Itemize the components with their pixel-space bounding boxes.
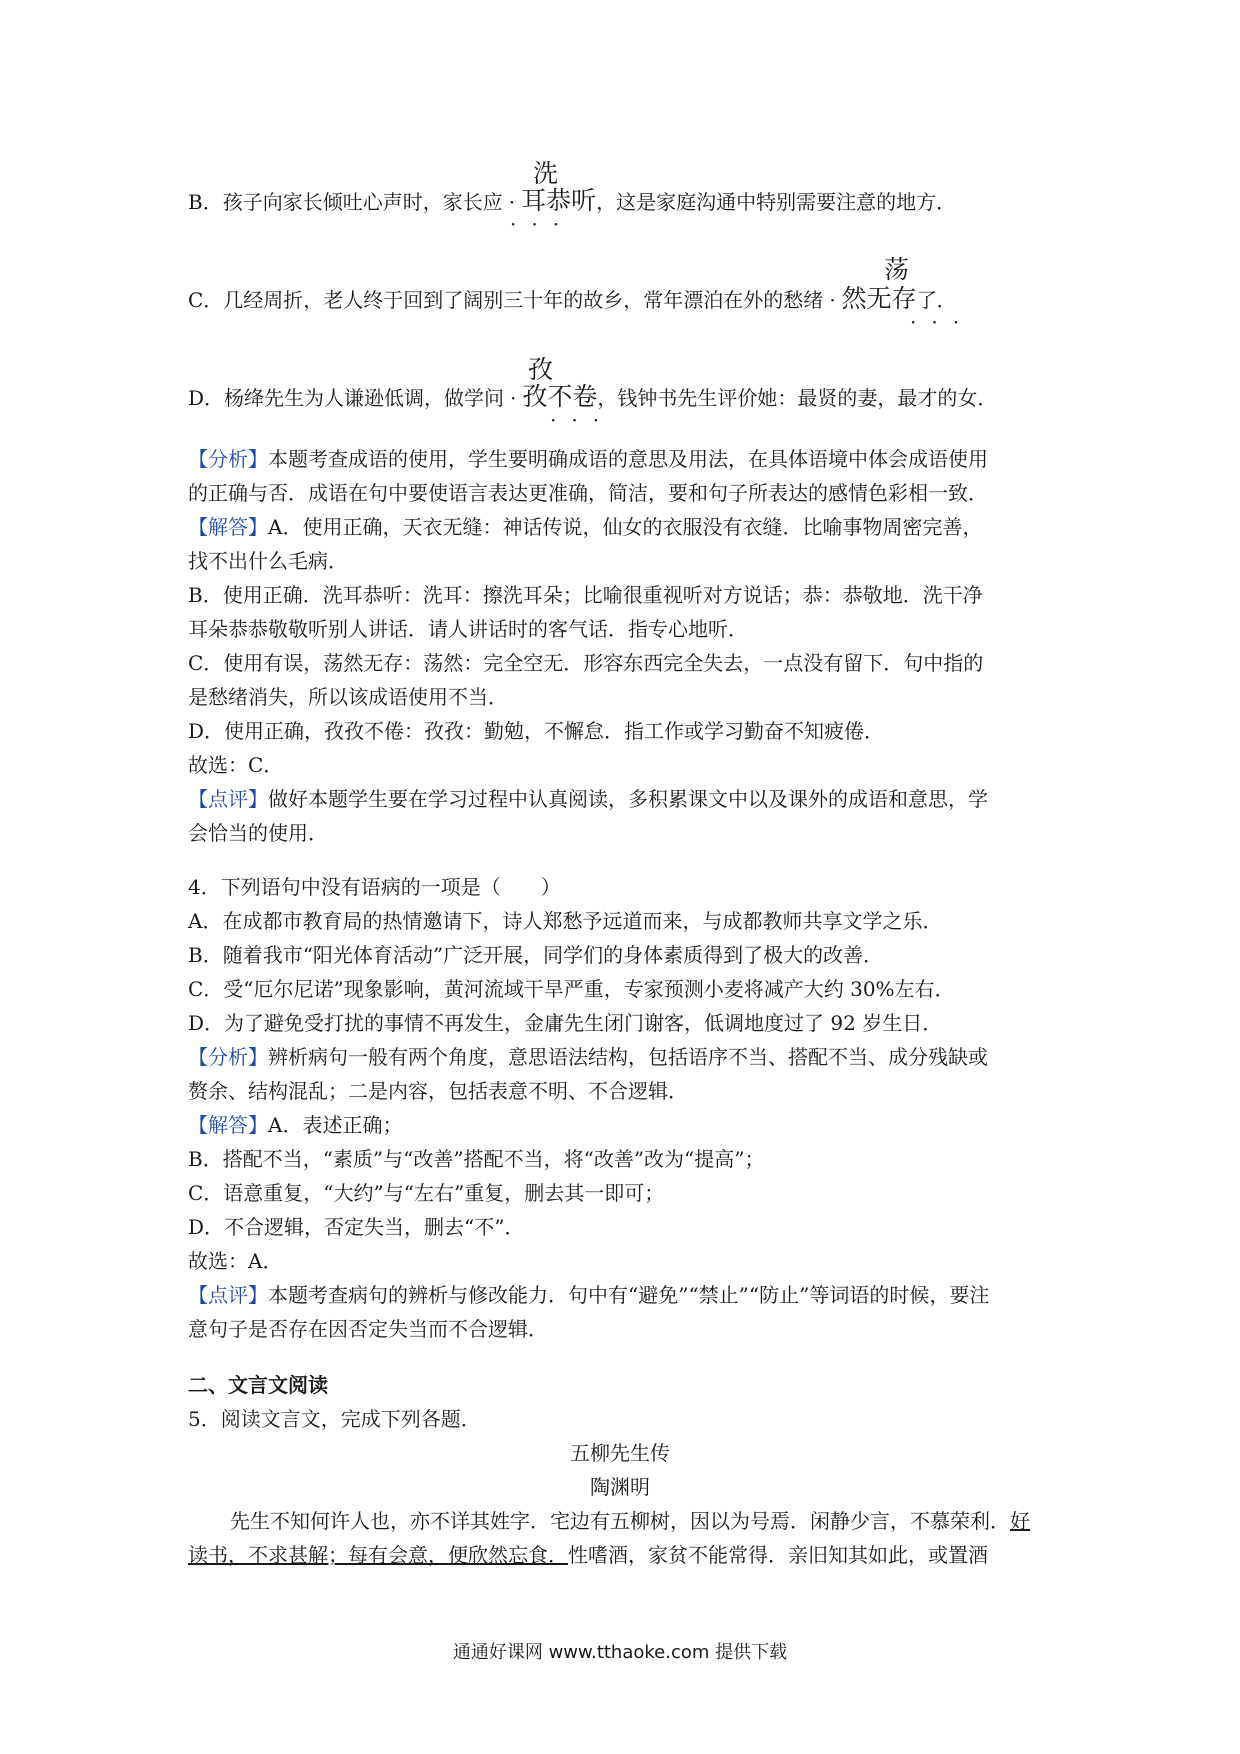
q4-option-a: A．在成都市教育局的热情邀请下，诗人郑愁予远道而来，与成都教师共享文学之乐．: [188, 909, 943, 933]
option-c-after: 了．: [916, 288, 957, 312]
option-marker: ·: [510, 386, 517, 410]
passage-line1: 先生不知何许人也，亦不详其姓字．宅边有五柳树，因以为号焉．闲静少言，不慕荣利．好: [230, 1509, 1030, 1533]
review-tag: 【点评】: [188, 1283, 268, 1307]
answer-tag: 【解答】: [188, 515, 268, 539]
q4-option-d: D．为了避免受打扰的事情不再发生，金庸先生闭门谢客，低调地度过了 92 岁生日．: [188, 1011, 943, 1035]
q3-answer-line1: 【解答】A．使用正确，天衣无缝：神话传说，仙女的衣服没有衣缝．比喻事物周密完善，: [188, 515, 983, 539]
q3-answer-line2: 找不出什么毛病．: [188, 549, 348, 573]
q4-answer-line4: D．不合逻辑，否定失当，删去“不”．: [188, 1215, 525, 1239]
q4-stem: 4．下列语句中没有语病的一项是（ ）: [188, 875, 561, 899]
answer-tag: 【解答】: [188, 1113, 268, 1137]
option-b-after: ，这是家庭沟通中特别需要注意的地方．: [596, 190, 957, 214]
q4-answer-line2: B．搭配不当，“素质”与“改善”搭配不当，将“改善”改为“提高”；: [188, 1147, 765, 1171]
q3-answer-line3: B．使用正确．洗耳恭听：洗耳：擦洗耳朵；比喻很重视听对方说话；恭：恭敬地．洗干净: [188, 583, 983, 607]
option-c-idiom: 然无存: [841, 284, 917, 313]
passage-line2: 读书，不求甚解；每有会意，便欣然忘食．性嗜酒，家贫不能常得．亲旧知其如此，或置酒: [188, 1543, 988, 1567]
footer-watermark: 通通好课网 www.tthaoke.com 提供下载: [452, 1642, 788, 1663]
underlined-sentence: 读书，不求甚解；每有会意，便欣然忘食．: [188, 1543, 568, 1567]
option-d-dots: ···: [550, 408, 615, 432]
section-heading: 二、文言文阅读: [188, 1373, 328, 1397]
q3-answer-line5: C．使用有误，荡然无存：荡然：完全空无．形容东西完全失去，一点没有留下．句中指的: [188, 651, 984, 675]
option-d-gloss: 孜: [528, 355, 554, 384]
option-c-dots: ···: [910, 310, 975, 334]
option-b-dots: ···: [510, 212, 575, 236]
q4-answer-line3: C．语意重复，“大约”与“左右”重复，删去其一即可；: [188, 1181, 665, 1205]
q4-review-line2: 意句子是否存在因否定失当而不合逻辑．: [188, 1317, 548, 1341]
underlined-sentence: 好: [1010, 1509, 1030, 1533]
q4-answer-line1: 【解答】A．表述正确；: [188, 1113, 403, 1137]
q5-stem: 5．阅读文言文，完成下列各题．: [188, 1407, 481, 1431]
q4-option-c: C．受“厄尔尼诺”现象影响，黄河流域干旱严重，专家预测小麦将减产大约 30%左右．: [188, 977, 955, 1001]
passage-author: 陶渊明: [590, 1475, 650, 1499]
q4-analysis-line2: 赘余、结构混乱；二是内容，包括表意不明、不合逻辑．: [188, 1079, 688, 1103]
option-c-before: C．几经周折，老人终于回到了阔别三十年的故乡，常年漂泊在外的愁绪: [188, 288, 824, 312]
q3-analysis-line1: 【分析】本题考查成语的使用，学生要明确成语的意思及用法，在具体语境中体会成语使用: [188, 447, 988, 471]
option-d-before: D．杨绛先生为人谦逊低调，做学问: [188, 386, 505, 410]
analysis-tag: 【分析】: [188, 1045, 268, 1069]
q4-choice: 故选：A．: [188, 1249, 283, 1273]
review-tag: 【点评】: [188, 787, 268, 811]
q3-analysis-line2: 的正确与否．成语在句中要使语言表达更准确，简洁，要和句子所表达的感情色彩相一致．: [188, 481, 988, 505]
q3-choice: 故选：C．: [188, 753, 284, 777]
option-c: [188, 286, 957, 313]
option-marker: ·: [829, 288, 836, 312]
q4-review-line1: 【点评】本题考查病句的辨析与修改能力．句中有“避免”“禁止”“防止”等词语的时候，要注: [188, 1283, 990, 1307]
option-d-idiom: 孜不卷: [522, 382, 598, 411]
q4-option-b: B．随着我市“阳光体育活动”广泛开展，同学们的身体素质得到了极大的改善．: [188, 943, 884, 967]
option-d: [188, 384, 997, 411]
q3-answer-line7: D．使用正确，孜孜不倦：孜孜：勤勉，不懈怠．指工作或学习勤奋不知疲倦．: [188, 719, 885, 743]
option-marker: ·: [508, 190, 516, 214]
option-b: [188, 188, 956, 215]
option-d-after: ，钱钟书先生评价她：最贤的妻，最才的女．: [597, 386, 998, 410]
passage-title: 五柳先生传: [570, 1441, 670, 1465]
q3-review-line1: 【点评】做好本题学生要在学习过程中认真阅读，多积累课文中以及课外的成语和意思，学: [188, 787, 988, 811]
option-b-idiom: 耳恭听: [521, 186, 597, 215]
option-c-gloss: 荡: [884, 255, 910, 284]
analysis-tag: 【分析】: [188, 447, 268, 471]
q4-analysis-line1: 【分析】辨析病句一般有两个角度，意思语法结构，包括语序不当、搭配不当、成分残缺或: [188, 1045, 988, 1069]
option-b-gloss: 洗: [533, 159, 559, 188]
q3-answer-line4: 耳朵恭恭敬敬听别人讲话．请人讲话时的客气话．指专心地听．: [188, 617, 748, 641]
option-b-before: B．孩子向家长倾吐心声时，家长应: [188, 190, 503, 214]
q3-review-line2: 会恰当的使用．: [188, 821, 328, 845]
q3-answer-line6: 是愁绪消失，所以该成语使用不当．: [188, 685, 508, 709]
